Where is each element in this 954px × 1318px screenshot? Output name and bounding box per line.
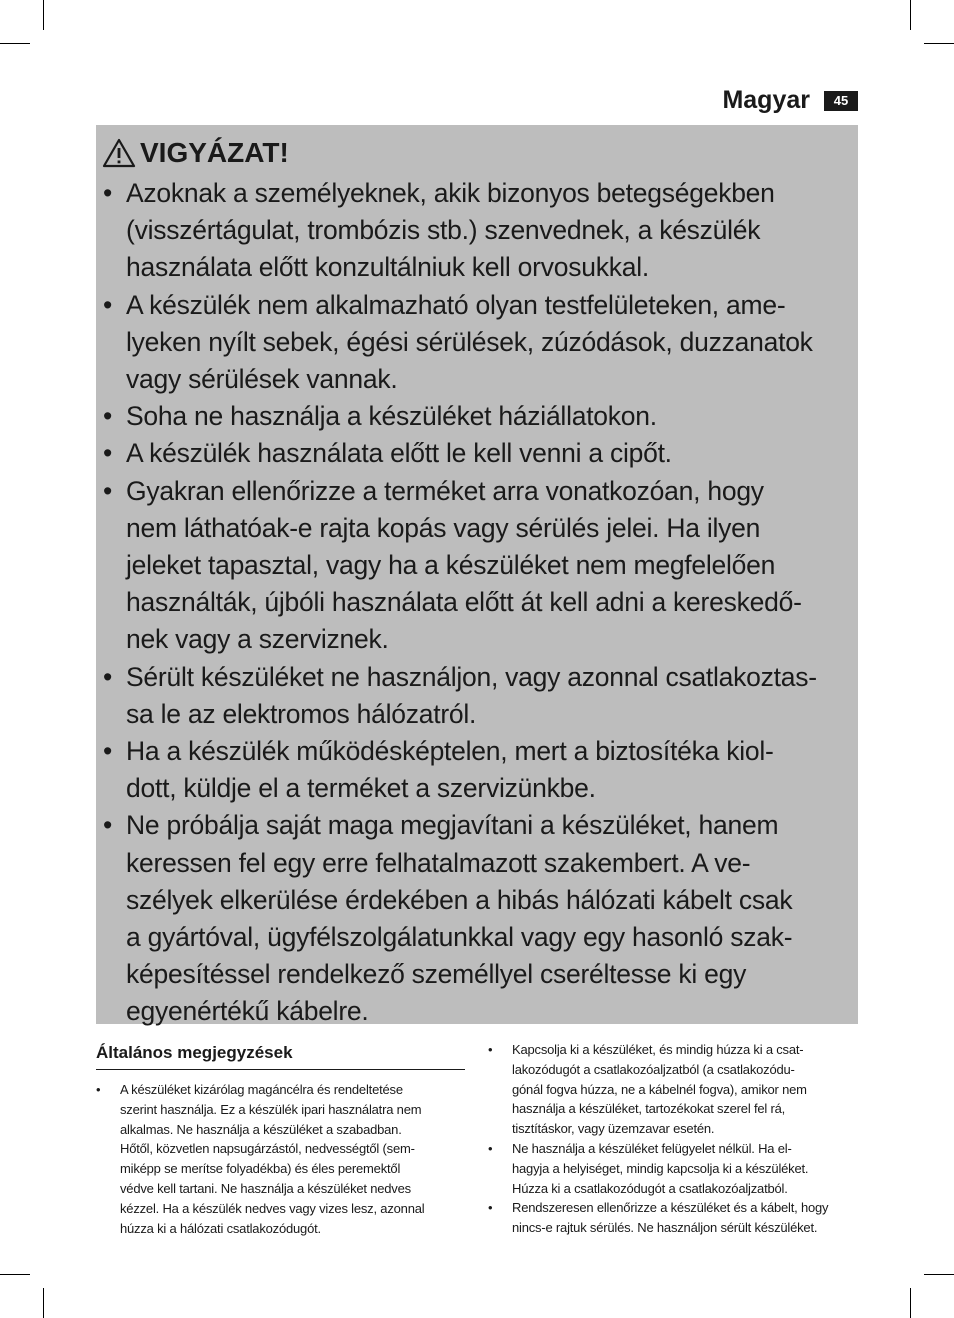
text-line: szerint használja. Ez a készülék ipari használatra nem — [120, 1101, 422, 1117]
text-line: Ha a készülék működésképtelen, mert a biztosítéka kiol- — [126, 736, 774, 767]
text-line: nek vagy a szerviznek. — [126, 624, 389, 655]
text-line: Gyakran ellenőrizze a terméket arra vonatkozóan, hogy — [126, 475, 764, 506]
text-line: Soha ne használja a készüléket háziállatokon. — [126, 401, 657, 432]
bullet-icon: • — [103, 736, 113, 767]
text-line: egyenértékű kábelre. — [126, 996, 369, 1027]
text-line: tisztításkor, vagy üzemzavar esetén. — [512, 1121, 715, 1137]
bullet-icon: • — [103, 475, 113, 506]
warning-list-item — [102, 807, 848, 1030]
text-line: hagyja a helyiséget, mindig kapcsolja ki a készüléket. — [512, 1160, 809, 1176]
text-line: A készülék nem alkalmazható olyan testfelületeken, ame- — [126, 289, 786, 320]
warning-heading — [102, 131, 848, 175]
bullet-icon: • — [103, 810, 113, 841]
text-line: (visszértágulat, trombózis stb.) szenvednek, a készülék — [126, 215, 761, 246]
text-line: védve kell tartani. Ne használja a készüléket nedves — [120, 1180, 411, 1196]
warning-list-item — [102, 398, 848, 435]
text-line: Sérült készüléket ne használjon, vagy azonnal csatlakoztas- — [126, 661, 817, 692]
text-line: Azoknak a személyeknek, akik bizonyos betegségekben — [126, 178, 775, 208]
text-line: miképp se merítse folyadékba) és éles peremektől — [120, 1161, 401, 1177]
general-notes-left-column — [96, 1040, 465, 1238]
text-line: kézzel. Ha a készülék nedves vagy vizes lesz, azonnal — [120, 1200, 425, 1216]
text-line: jeleket tapasztal, vagy ha a készüléket nem megfelelően — [126, 550, 776, 581]
crop-mark — [924, 1274, 954, 1275]
bullet-icon: • — [488, 1200, 493, 1216]
warning-list-item — [102, 435, 848, 472]
warning-list — [102, 175, 848, 1031]
crop-mark — [43, 0, 44, 30]
text-line: dott, küldje el a terméket a szervizünkbe. — [126, 773, 596, 804]
text-line: gónál fogva húzza, ne a kábelnél fogva), amikor nem — [512, 1081, 807, 1097]
warning-list-item — [102, 287, 848, 399]
text-line: Kapcsolja ki a készüléket, és mindig húzza ki a csat- — [512, 1042, 804, 1057]
bullet-icon: • — [96, 1082, 101, 1097]
general-notes-list-continued — [488, 1040, 858, 1238]
text-line: nem láthatóak-e rajta kopás vagy sérülés jelei. Ha ilyen — [126, 512, 761, 543]
bullet-icon: • — [488, 1042, 493, 1057]
page-header — [722, 86, 858, 115]
text-line: alkalmas. Ne használja a készüléket a szabadban. — [120, 1121, 402, 1137]
list-item — [488, 1139, 858, 1198]
text-line: Rendszeresen ellenőrizze a készüléket és a kábelt, hogy — [512, 1200, 829, 1216]
section-title: Általános megjegyzések — [96, 1040, 465, 1070]
general-notes-list — [96, 1080, 465, 1238]
text-line: A készüléket kizárólag magáncélra és rendeltetése — [120, 1082, 403, 1097]
warning-triangle-icon — [102, 138, 136, 168]
warning-list-item — [102, 175, 848, 287]
warning-list-item — [102, 473, 848, 659]
list-item — [96, 1080, 465, 1238]
text-line: képesítéssel rendelkező személlyel cseréltesse ki egy — [126, 959, 747, 990]
crop-mark — [0, 43, 30, 44]
text-line: lyeken nyílt sebek, égési sérülések, zúzódások, duzzanatok — [126, 326, 813, 357]
crop-mark — [910, 1288, 911, 1318]
text-line: Hőtől, közvetlen napsugárzástól, nedvességtől (sem- — [120, 1141, 415, 1157]
text-line: vagy sérülések vannak. — [126, 364, 398, 395]
bullet-icon: • — [103, 401, 113, 432]
text-line: Ne használja a készüléket felügyelet nélkül. Ha el- — [512, 1140, 792, 1156]
text-line: használták, újbóli használata előtt át kell adni a kereskedő- — [126, 587, 802, 618]
crop-mark — [924, 43, 954, 44]
text-line: Húzza ki a csatlakozódugót a csatlakozóaljzatból. — [512, 1180, 788, 1196]
text-line: sa le az elektromos hálózatról. — [126, 698, 477, 729]
language-label: Magyar — [722, 86, 810, 114]
bullet-icon: • — [103, 661, 113, 692]
text-line: keressen fel egy erre felhatalmazott szakembert. A ve- — [126, 847, 751, 878]
bullet-icon: • — [103, 178, 113, 208]
text-line: lakozódugót a csatlakozóaljzatból (a csatlakozódu- — [512, 1061, 795, 1077]
text-line: szélyek elkerülése érdekében a hibás hálózati kábelt csak — [126, 884, 793, 915]
crop-mark — [43, 1288, 44, 1318]
warning-title: VIGYÁZAT! — [140, 137, 289, 168]
text-line: használja a készüléket, tartozékokat szerel fel rá, — [512, 1101, 786, 1117]
warning-list-item — [102, 733, 848, 807]
text-line: nincs-e rajtuk sérülés. Ne használjon sérült készüléket. — [512, 1220, 818, 1236]
warning-list-item — [102, 659, 848, 733]
text-line: Ne próbálja saját maga megjavítani a készüléket, hanem — [126, 810, 779, 841]
crop-mark — [910, 0, 911, 30]
bullet-icon: • — [103, 289, 113, 320]
warning-box — [96, 125, 858, 1027]
text-line: a gyártóval, ügyfélszolgálatunkkal vagy egy hasonló szak- — [126, 922, 793, 953]
list-item — [488, 1040, 858, 1139]
text-line: A készülék használata előtt le kell venni a cipőt. — [126, 438, 672, 469]
crop-mark — [0, 1274, 30, 1275]
list-item — [488, 1198, 858, 1238]
page-number: 45 — [824, 91, 858, 111]
general-notes-right-column — [488, 1040, 858, 1238]
bullet-icon: • — [103, 438, 113, 469]
text-line: használata előtt konzultálniuk kell orvosukkal. — [126, 252, 649, 283]
bullet-icon: • — [488, 1140, 493, 1156]
text-line: húzza ki a hálózati csatlakozódugót. — [120, 1220, 321, 1236]
